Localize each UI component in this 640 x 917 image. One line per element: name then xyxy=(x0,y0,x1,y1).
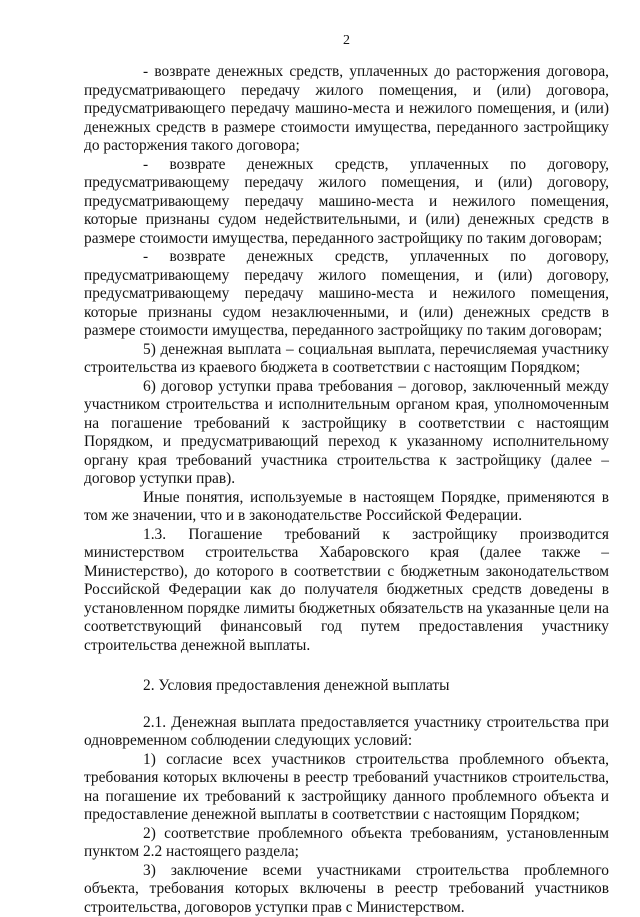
paragraph-clause-1-3: 1.3. Погашение требований к застройщику производится министерством строительства Хабаровского края (далее также – Министерство), до которого в соответствии с бюджетным законодательством Российской Федерации как до получателя бюджетных средств доведены в установленном порядке лимиты бюджетных обязательств на указанные цели на соответствующий финансовый год путем предоставления участнику строительства денежной выплаты. xyxy=(84,526,609,656)
paragraph-other-terms: Иные понятия, используемые в настоящем Порядке, применяются в том же значении, что и в законодательстве Российской Федерации. xyxy=(84,489,609,526)
page-number: 2 xyxy=(84,34,609,56)
paragraph-refund-unconcluded-contract: - возврате денежных средств, уплаченных по договору, предусматривающему передачу жилого помещения, и (или) договору, предусматривающему передачу машино-места и нежилого помещения, которые признаны судом незаключенными, и (или) денежных средств в размере стоимости имущества, переданного застройщику по таким договорам; xyxy=(84,248,609,341)
paragraph-definition-payment: 5) денежная выплата – социальная выплата, перечисляемая участнику строительства из краевого бюджета в соответствии с настоящим Порядком; xyxy=(84,341,609,378)
paragraph-condition-3: 3) заключение всеми участниками строительства проблемного объекта, требования которых включены в реестр требований участников строительства, договоров уступки прав с Министерством. xyxy=(84,862,609,917)
section-heading: 2. Условия предоставления денежной выплаты xyxy=(84,677,609,696)
paragraph-condition-2: 2) соответствие проблемного объекта требованиям, установленным пунктом 2.2 настоящего раздела; xyxy=(84,825,609,862)
paragraph-refund-terminated-contract: - возврате денежных средств, уплаченных до расторжения договора, предусматривающего передачу жилого помещения, и (или) договора, предусматривающего передачу машино-места и нежилого помещения, и (или) денежных средств в размере стоимости имущества, переданного застройщику до расторжения такого договора; xyxy=(84,63,609,156)
paragraph-clause-2-1: 2.1. Денежная выплата предоставляется участнику строительства при одновременном соблюдении следующих условий: xyxy=(84,714,609,751)
paragraph-condition-1: 1) согласие всех участников строительства проблемного объекта, требования которых включены в реестр требований участников строительства, на погашение их требований к застройщику данного проблемного объекта и предоставление денежной выплаты в соответствии с настоящим Порядком; xyxy=(84,751,609,825)
paragraph-definition-assignment: 6) договор уступки права требования – договор, заключенный между участником строительства и исполнительным органом края, уполномоченным на погашение требований к застройщику в соответствии с настоящим Порядком, и предусматривающий переход к указанному исполнительному органу края требований участника строительства к застройщику (далее – договор уступки прав). xyxy=(84,378,609,489)
paragraph-refund-invalid-contract: - возврате денежных средств, уплаченных по договору, предусматривающему передачу жилого помещения, и (или) договору, предусматривающему передачу машино-места и нежилого помещения, которые признаны судом недействительными, и (или) денежных средств в размере стоимости имущества, переданного застройщику по таким договорам; xyxy=(84,156,609,249)
